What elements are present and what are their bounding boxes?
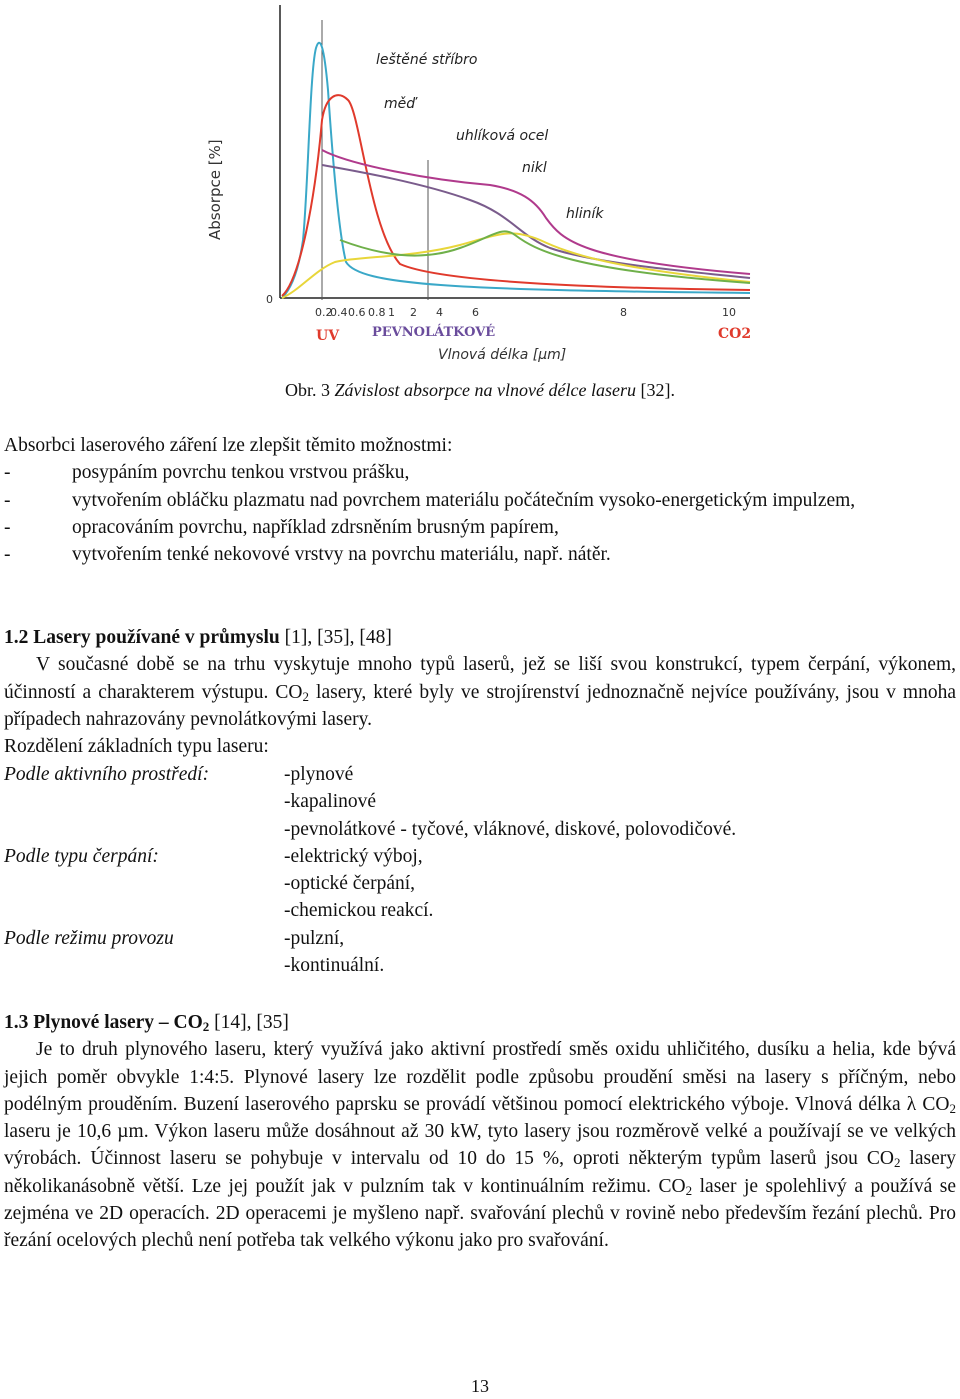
section-heading: 1.2 Lasery používané v průmyslu [1], [35], [48] [4,627,392,648]
x-tick-label: 10 [722,306,736,319]
section-heading: 1.3 Plynové lasery – $CO_2$ [14], [35] [4,1012,289,1034]
paragraph: V současné době se na trhu vyskytuje mnoho typů laserů, jež se liší svou konstrukcí, typem čerpání, výkonem, účinností a charakterem výstupu. $CO_2$ lasery, které byly ve strojírenství jednoznačně nejvíce používány, jsou v mnoha případech nahrazovány pevnolátkovými lasery. [4,654,956,730]
classification-row: -kontinuální. [284,955,385,977]
x-tick-labels [315,306,736,319]
laser-classification [4,761,736,979]
classification-row: -pevnolátkové - tyčové, vláknové, diskové, polovodičové. [284,818,737,840]
page-number: 13 [471,1376,489,1396]
absorption-improvements [4,432,956,568]
region-uv: UV [316,328,340,344]
classification-row: Podle aktivního prostředí: -plynové [4,764,354,785]
curves [282,43,750,298]
paragraph: Rozdělení základních typu laseru: [4,736,269,758]
y-axis-label: Absorpce [%] [206,139,224,240]
classification-row: Podle typu čerpání: -elektrický výboj, [4,845,423,867]
chart-svg [190,0,770,375]
region-co2 [718,326,751,342]
x-tick-label: 6 [472,306,479,319]
section-1-2 [4,624,956,760]
series-label: uhlíková ocel [456,128,549,144]
classification-row: -optické čerpání, [284,873,416,895]
classification-row: -chemickou reakcí. [284,900,434,922]
figure-caption [0,380,960,401]
caption-prefix: Obr. 3 [285,380,335,400]
caption-italic: Závislost absorpce na vlnové délce laseru [334,380,636,400]
x-tick-label: 4 [436,306,443,319]
series-label: měď [384,96,416,112]
region-solid-state: PEVNOLÁTKOVÉ [372,325,496,340]
x-axis-label: Vlnová délka [µm] [438,347,567,363]
list-item: - vytvořením obláčku plazmatu nad povrchem materiálu počátečním vysoko-energetickým impulzem, [4,489,856,511]
x-tick-label: 0.8 [368,306,386,319]
x-tick-label: 0.4 [330,306,348,319]
series-label: leštěné stříbro [376,52,478,68]
absorption-chart [190,0,770,375]
classification-row: -kapalinové [284,791,377,813]
series-label: nikl [522,160,547,176]
x-tick-label: 8 [620,306,627,319]
y-tick-0: 0 [266,293,273,306]
x-tick-label: 2 [410,306,417,319]
classification-row: Podle režimu provozu -pulzní, [4,927,345,949]
region-co2-label: CO2 [718,326,752,342]
section-1-3 [4,1009,956,1255]
list-item: - posypáním povrchu tenkou vrstvou prášku, [4,462,410,484]
caption-suffix: [32]. [635,380,675,400]
x-tick-label: 0.2 [315,306,333,319]
x-tick-label: 1 [388,306,395,319]
x-tick-label: 0.6 [348,306,366,319]
series-line [322,165,750,278]
series-labels [376,52,604,222]
list-item: - vytvořením tenké nekovové vrstvy na povrchu materiálu, např. nátěr. [4,544,611,566]
paragraph: Je to druh plynového laseru, který využívá jako aktivní prostředí směs oxidu uhličitého, dusíku a helia, kde bývá jejich poměr obvykle 1:4:5. Plynové lasery lze rozdělit podle způsobu proudění směsi na lasery s příčným, nebo podélným prouděním. Buzení laserového paprsku se provádí většinou pomocí elektrického výboje. Vlnová délka λ $CO_2$ laseru je 10,6 µm. Výkon laseru může dosáhnout až 30 kW, tyto lasery jsou rozměrově velké a používají se ve velkých výrobách. Účinnost laseru se pohybuje v intervalu od 10 do 15 %, oproti některým typům laserů jsou $CO_2$ lasery několikanásobně větší. Lze jej použít jak v pulzním tak v kontinuálním režimu. $CO_2$ laser je spolehlivý a používá se zejména ve 2D operacích. 2D operacemi je myšleno např. svařování plechů v rovině nebo především řezání plechů. Pro řezání ocelových plechů není potřeba tak velkého výkonu jako pro svařování. [4,1039,956,1252]
intro-text: Absorbci laserového záření lze zlepšit těmito možnostmi: [4,435,453,456]
series-label: hliník [566,206,604,222]
list-item: - opracováním povrchu, například zdrsněním brusným papírem, [4,516,559,538]
